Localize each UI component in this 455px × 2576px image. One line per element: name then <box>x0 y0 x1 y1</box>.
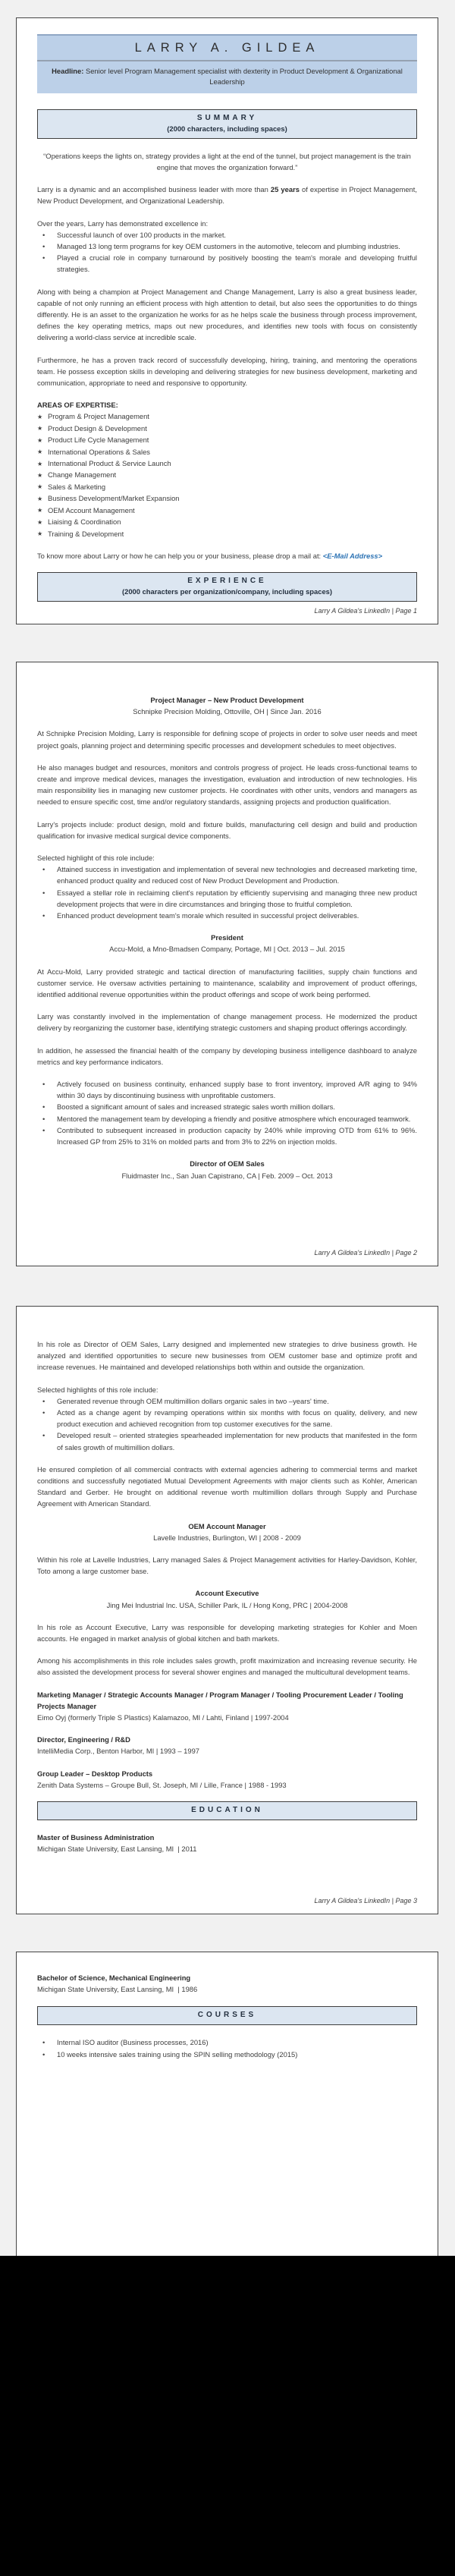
job-title: Account Executive <box>195 1589 259 1598</box>
experience-title: EXPERIENCE <box>187 577 267 586</box>
bullet-item <box>37 863 417 886</box>
star-icon: ★ <box>37 425 43 432</box>
star-icon: ★ <box>37 436 43 444</box>
areas-list <box>37 410 417 539</box>
paragraph: Among his accomplishments in this role includes sales growth, profit maximization and increasing revenue security. He also assisted the development process for several shower engines and managed the multicultural development teams. <box>37 1656 417 1677</box>
excellence-list <box>37 229 417 275</box>
area-text: OEM Account Management <box>48 505 135 514</box>
highlights-list <box>37 1078 417 1147</box>
bullet-text: Mentored the management team by developing a friendly and positive atmosphere which encouraged teamwork. <box>57 1114 411 1123</box>
bullet-text: Enhanced product development team's morale which resulted in successful project deliverables. <box>57 911 359 920</box>
paragraph: In his role as Director of OEM Sales, Larry designed and implemented new strategies to drive business growth. He analyzed and identified opportunities to secure new businesses from OEM customer base and optimize profit and increase revenues. He maintained and developed relationships both within and outside the organization. <box>37 1340 417 1372</box>
star-icon: ★ <box>37 460 43 467</box>
bullet-icon: • <box>42 253 46 263</box>
job-title: President <box>211 933 243 942</box>
email-link[interactable]: <E-Mail Address> <box>322 551 383 560</box>
area-text: Product Design & Development <box>48 423 147 432</box>
area-text: Product Life Cycle Management <box>48 436 149 445</box>
job-entry-header <box>37 694 417 717</box>
bullet-item <box>37 887 417 910</box>
area-item <box>37 516 417 527</box>
education-section-header <box>37 1801 417 1820</box>
job-title: OEM Account Manager <box>188 1521 266 1530</box>
bullet-item <box>37 1407 417 1430</box>
area-item <box>37 446 417 458</box>
headline-text: Senior level Program Management specialist with dexterity in Product Development & Organizational Leadership <box>83 67 403 86</box>
bullet-item <box>37 1101 417 1112</box>
bullet-icon: • <box>42 2049 46 2059</box>
company-line: IntelliMedia Corp., Benton Harbor, MI | 1993 – 1997 <box>37 1747 200 1756</box>
courses-list <box>37 2037 417 2059</box>
star-icon: ★ <box>37 413 43 420</box>
company-line: Lavelle Industries, Burlington, WI | 2008 - 2009 <box>153 1533 301 1542</box>
job-entry-header <box>37 1768 417 1791</box>
paragraph: In his role as Account Executive, Larry was responsible for developing marketing strategies for Kohler and Moen accounts. He engaged in market analysis of global kitchen and bath markets. <box>37 1622 417 1643</box>
intro-years: 25 years <box>270 185 300 194</box>
champion-paragraph: Along with being a champion at Project Management and Change Management, Larry is also a great business leader, capable of not only running an efficient process with high attention to detail, but also sees the opportunities to do things differently. He is an asset to the organization he works for as he helps scale the business through process improvement, defines the key operating metrics, maps out new procedures, and identifies new tools with focus on consistently delivering a world-class service at incredible scale. <box>37 287 417 342</box>
school-line: Michigan State University, East Lansing, MI | 1986 <box>37 1985 198 1994</box>
bullet-text: Successful launch of over 100 products in the market. <box>57 230 227 239</box>
job-title: Director of OEM Sales <box>190 1159 265 1168</box>
area-text: International Operations & Sales <box>48 447 150 456</box>
name-header-box <box>37 34 417 93</box>
job-entry-header <box>37 1689 417 1724</box>
education-entry <box>37 1972 417 1995</box>
resume-page-2 <box>16 662 438 1266</box>
paragraph: At Accu-Mold, Larry provided strategic and tactical direction of manufacturing facilities, supply chain functions and customer service. He oversaw activities pertaining to maintenance, scalability and improvement of product offerings, identified additional revenue opportunities within the product offerings and scope of work being performed. <box>37 967 417 999</box>
paragraph: Larry's projects include: product design, mold and fixture builds, manufacturing cell design and build and production qualification for invasive medical surgical device components. <box>37 819 417 840</box>
resume-page-3 <box>16 1306 438 1914</box>
contact-line <box>37 550 417 561</box>
school-line: Michigan State University, East Lansing, MI | 2011 <box>37 1845 197 1854</box>
bullet-icon: • <box>42 1114 46 1123</box>
person-name: LARRY A. GILDEA <box>37 36 417 61</box>
bullet-item <box>37 229 417 241</box>
area-item <box>37 458 417 469</box>
area-text: Change Management <box>48 470 117 480</box>
resume-page-1 <box>16 17 438 624</box>
bullet-text: Actively focused on business continuity, enhanced supply base to front inventory, improved A/R aging to 94% within 30 days by discontinuing business with unprofitable customers. <box>57 1080 417 1100</box>
bullet-text: Managed 13 long term programs for key OEM customers in the automotive, telecom and plumbing industries. <box>57 242 400 251</box>
degree: Bachelor of Science, Mechanical Engineering <box>37 1974 191 1982</box>
bullet-icon: • <box>42 230 46 239</box>
company-line: Fluidmaster Inc., San Juan Capistrano, CA | Feb. 2009 – Oct. 2013 <box>121 1171 333 1180</box>
bullet-item <box>37 1078 417 1101</box>
area-item <box>37 528 417 539</box>
education-title: EDUCATION <box>191 1806 263 1815</box>
bullet-text: Boosted a significant amount of sales and increased strategic sales worth million dollars. <box>57 1102 335 1112</box>
courses-title: COURSES <box>197 2011 257 2020</box>
bullet-item <box>37 1113 417 1124</box>
paragraph: He also manages budget and resources, monitors and controls progress of project. He leads cross-functional teams to create and improve medical devices, manages the investigation, evaluation and introduction of new technologies. His main responsibility lies in managing new customer projects. He coordinates with other units, vendors and managers as needed to ensure specific cost, time and/or regulatory standards, assigning projects and production qualification. <box>37 763 417 807</box>
highlights-list <box>37 1395 417 1453</box>
star-icon: ★ <box>37 471 43 479</box>
bullet-icon: • <box>42 888 46 897</box>
headline <box>37 61 417 93</box>
job-title: Director, Engineering / R&D <box>37 1735 130 1744</box>
area-text: Program & Project Management <box>48 412 149 421</box>
bullet-icon: • <box>42 242 46 251</box>
resume-page-4 <box>16 1952 438 2256</box>
company-line: Zenith Data Systems – Groupe Bull, St. Joseph, MI / Lille, France | 1988 - 1993 <box>37 1780 287 1789</box>
areas-title: AREAS OF EXPERTISE: <box>37 401 118 410</box>
star-icon: ★ <box>37 448 43 456</box>
area-text: International Product & Service Launch <box>48 459 171 468</box>
degree: Master of Business Administration <box>37 1833 155 1842</box>
highlights-list <box>37 863 417 921</box>
bullet-item <box>37 1124 417 1147</box>
bullet-text: Acted as a change agent by revamping operations within six months with focus on quality, delivery, and new product execution and achieved recognition from top customer executives for the same. <box>57 1408 417 1429</box>
area-text: Business Development/Market Expansion <box>48 494 180 503</box>
headline-label: Headline: <box>52 67 84 76</box>
education-entry <box>37 1832 417 1854</box>
paragraph: In addition, he assessed the financial health of the company by developing business intelligence dashboard to analyze metrics and key performance indicators. <box>37 1046 417 1066</box>
bullet-icon: • <box>42 1431 46 1440</box>
star-icon: ★ <box>37 530 43 538</box>
area-item <box>37 505 417 516</box>
area-text: Liaising & Coordination <box>48 517 121 527</box>
paragraph: He ensured completion of all commercial contracts with external agencies adhering to commercial terms and market conditions and successfully negotiated Mutual Development Agreements with major clients such as Kohler, American Standard and Gerber. He brought on additional revenue worth multimillion dollars through Supply and Purchase Agreement with American Standard. <box>37 1464 417 1508</box>
bullet-item <box>37 2037 417 2048</box>
screenshot-cutoff-band <box>0 2256 455 2576</box>
experience-section-header <box>37 572 417 602</box>
job-entry-header <box>37 1734 417 1757</box>
bullet-icon: • <box>42 2038 46 2047</box>
summary-title: SUMMARY <box>196 113 258 122</box>
contact-text: To know more about Larry or how he can help you or your business, please drop a mail at: <box>37 551 323 560</box>
bullet-item <box>37 252 417 275</box>
company-line: Jing Mei Industrial Inc. USA, Schiller Park, IL / Hong Kong, PRC | 2004-2008 <box>106 1600 348 1609</box>
bullet-icon: • <box>42 1125 46 1134</box>
bullet-text: Generated revenue through OEM multimillion dollars organic sales in two –years' time. <box>57 1396 329 1405</box>
highlights-intro: Selected highlights of this role include: <box>37 1385 158 1394</box>
job-title: Group Leader – Desktop Products <box>37 1769 153 1778</box>
area-item <box>37 469 417 480</box>
paragraph: Larry was constantly involved in the implementation of change management process. He modernized the product delivery by reorganizing the customer base, identifying strategic customers and shaping product offerings accordingly. <box>37 1012 417 1033</box>
star-icon: ★ <box>37 518 43 526</box>
intro-post: of expertise in Project Management, New Product Development, and Organizational Leadership. <box>37 185 417 206</box>
area-item <box>37 434 417 445</box>
highlights-intro: Selected highlight of this role include: <box>37 854 155 863</box>
job-entry-header <box>37 1521 417 1543</box>
bullet-text: Contributed to subsequent increased in production capacity by 240% while improving OTD from 61% to 96%. Increased GP from 25% to 31% on molded parts and from 3% to 22% on injection molds. <box>57 1125 417 1146</box>
bullet-icon: • <box>42 1102 46 1112</box>
bullet-item <box>37 910 417 921</box>
experience-subtitle: (2000 characters per organization/company, including spaces) <box>122 587 332 596</box>
bullet-item <box>37 2049 417 2060</box>
company-line: Accu-Mold, a Mno-Bmadsen Company, Portage, MI | Oct. 2013 – Jul. 2015 <box>109 945 345 954</box>
bullet-text: Played a crucial role in company turnaround by positively boosting the team's morale and developing fruitful strategies. <box>57 253 417 274</box>
bullet-text: 10 weeks intensive sales training using the SPIN selling methodology (2015) <box>57 2049 298 2059</box>
company-line: Schnipke Precision Molding, Ottoville, OH | Since Jan. 2016 <box>133 707 322 716</box>
page-footer: Larry A Gildea's LinkedIn | Page 2 <box>314 1248 417 1257</box>
job-entry-header <box>37 1587 417 1610</box>
summary-subtitle: (2000 characters, including spaces) <box>167 124 287 133</box>
furthermore-paragraph: Furthermore, he has a proven track record of successfully developing, hiring, training, and mentoring the operations team. He possess exception skills in developing and delivering strategies for new business development, marketing and communication, appropriate to need and responsive to opportunity. <box>37 355 417 388</box>
intro-paragraph <box>37 184 417 206</box>
area-item <box>37 481 417 492</box>
quote: “Operations keeps the lights on, strategy provides a light at the end of the tunnel, but project management is the train engine that moves the organization forward.” <box>43 151 411 171</box>
job-title: Marketing Manager / Strategic Accounts Manager / Program Manager / Tooling Procurement Leader / Tooling Projects Manager <box>37 1690 403 1710</box>
bullet-text: Developed result – oriented strategies spearheaded implementation for new products that manifested in the form of sales growth of multimillion dollars. <box>57 1431 417 1452</box>
job-title: Project Manager – New Product Development <box>150 696 304 704</box>
bullet-icon: • <box>42 1396 46 1405</box>
bullet-icon: • <box>42 911 46 920</box>
star-icon: ★ <box>37 495 43 502</box>
bullet-text: Internal ISO auditor (Business processes, 2016) <box>57 2038 209 2047</box>
job-entry-header <box>37 1158 417 1181</box>
courses-section-header <box>37 2006 417 2025</box>
page-footer: Larry A Gildea's LinkedIn | Page 1 <box>314 606 417 615</box>
paragraph: Within his role at Lavelle Industries, Larry managed Sales & Project Management activities for Harley-Davidson, Kohler, Toto among a large customer base. <box>37 1555 417 1576</box>
bullet-icon: • <box>42 1408 46 1417</box>
summary-section-header <box>37 109 417 139</box>
bullet-icon: • <box>42 1080 46 1089</box>
star-icon: ★ <box>37 483 43 491</box>
job-entry-header <box>37 932 417 955</box>
area-item <box>37 423 417 434</box>
bullet-text: Attained success in investigation and implementation of several new technologies and decreased marketing time, enhanced product quality and reduced cost of New Product Development and Production. <box>57 865 417 885</box>
company-line: Eimo Oyj (formerly Triple S Plastics) Kalamazoo, MI / Lahti, Finland | 1997-2004 <box>37 1713 289 1722</box>
bullet-item <box>37 1395 417 1407</box>
area-item <box>37 492 417 504</box>
star-icon: ★ <box>37 507 43 514</box>
area-text: Training & Development <box>48 529 124 538</box>
bullet-text: Essayed a stellar role in reclaiming client's reputation by efficiently supervising and managing three new product development projects that were in dire circumstances and bringing those to fruitful completion. <box>57 888 417 908</box>
excellence-intro: Over the years, Larry has demonstrated excellence in: <box>37 219 209 228</box>
bullet-icon: • <box>42 865 46 874</box>
bullet-item <box>37 241 417 252</box>
area-item <box>37 410 417 422</box>
page-footer: Larry A Gildea's LinkedIn | Page 3 <box>314 1896 417 1904</box>
area-text: Sales & Marketing <box>48 482 106 491</box>
bullet-item <box>37 1430 417 1452</box>
paragraph: At Schnipke Precision Molding, Larry is responsible for defining scope of projects in order to solve user needs and meet project goals, planning project and determining specific processes and development schedules to meet objectives. <box>37 729 417 750</box>
intro-pre: Larry is a dynamic and an accomplished business leader with more than <box>37 185 271 194</box>
